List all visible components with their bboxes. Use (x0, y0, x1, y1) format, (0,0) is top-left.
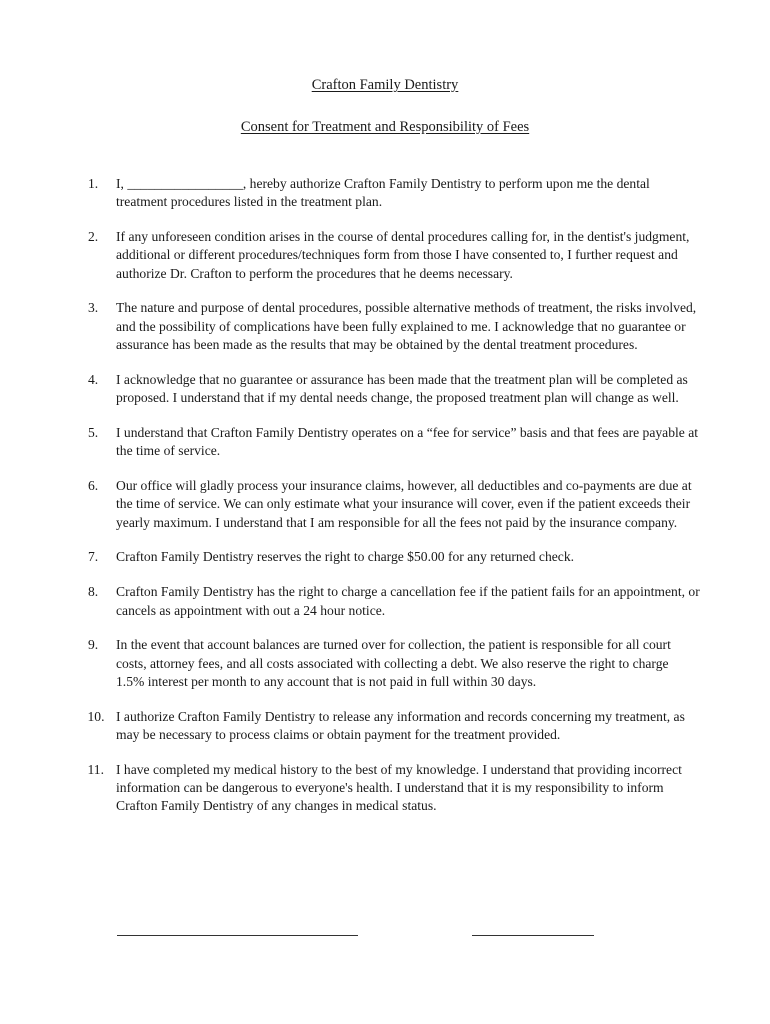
clause-number: 8. (88, 584, 99, 600)
consent-clause-list (88, 175, 700, 832)
clause-2 (88, 228, 700, 283)
clause-text: I understand that Crafton Family Dentistry operates on a “fee for service” basis and that fees are payable at the time of service. (116, 424, 699, 459)
clause-number: 2. (88, 229, 99, 245)
clause-number: 10. (87, 708, 105, 724)
clause-3 (88, 299, 700, 354)
clause-1 (88, 175, 700, 212)
clause-11 (88, 761, 700, 816)
clause-text: The nature and purpose of dental procedures, possible alternative methods of treatment, the risks involved, and the possibility of complications have been fully explained to me. I acknowledge that no guarantee or assurance has been made as the results that may be obtained by the dental treatment procedures. (116, 300, 697, 353)
clause-number: 1. (88, 176, 99, 191)
clause-6 (88, 477, 700, 532)
clause-text: I acknowledge that no guarantee or assurance has been made that the treatment plan will be completed as proposed. I understand that if my dental needs change, the proposed treatment plan will change as well. (116, 371, 688, 406)
clause-text: I, _________________, hereby authorize Crafton Family Dentistry to perform upon me the dental treatment procedures listed in the treatment plan. (116, 176, 650, 210)
clause-number: 11. (87, 761, 104, 777)
clause-number: 9. (88, 637, 99, 653)
clause-text: If any unforeseen condition arises in the course of dental procedures calling for, in the dentist's judgment, additional or different procedures/techniques form from those I have consented to, I further request and authorize Dr. Crafton to perform the procedures that he deems necessary. (116, 229, 690, 281)
practice-name-heading: Crafton Family Dentistry (311, 77, 459, 93)
clause-8 (88, 583, 700, 620)
clause-9 (88, 636, 700, 691)
clause-number: 3. (88, 300, 99, 316)
clause-5 (88, 424, 700, 461)
clause-10 (88, 708, 700, 745)
clause-text: Crafton Family Dentistry reserves the right to charge $50.00 for any returned check. (116, 549, 575, 565)
clause-number: 5. (88, 424, 99, 440)
clause-text: Our office will gladly process your insurance claims, however, all deductibles and co-payments are due at the time of service. We can only estimate what your insurance will cover, even if the patient exceeds their yearly maximum. I understand that I am responsible for all the fees not paid by the insurance company. (116, 478, 692, 530)
clause-text: In the event that account balances are turned over for collection, the patient is responsible for all court costs, attorney fees, and all costs associated with collecting a debt. We also reserve the right to charge 1.5% interest per month to any account that is not paid in full within 30 days. (116, 637, 671, 689)
clause-number: 7. (88, 549, 99, 565)
clause-text: I authorize Crafton Family Dentistry to release any information and records concerning my treatment, as may be necessary to process claims or obtain payment for the treatment provided. (116, 708, 685, 743)
date-line[interactable] (472, 935, 594, 936)
clause-number: 4. (88, 371, 99, 387)
clause-text: Crafton Family Dentistry has the right to charge a cancellation fee if the patient fails for an appointment, or cancels as appointment with out a 24 hour notice. (116, 584, 700, 618)
clause-number: 6. (88, 478, 99, 494)
clause-7 (88, 548, 700, 566)
clause-text: I have completed my medical history to the best of my knowledge. I understand that providing incorrect information can be dangerous to everyone's health. I understand that it is my responsibility to inform Crafton Family Dentistry of any changes in medical status. (116, 761, 682, 814)
signature-line[interactable] (117, 935, 358, 936)
clause-4 (88, 371, 700, 408)
form-title-heading: Consent for Treatment and Responsibility of Fees (240, 119, 530, 135)
